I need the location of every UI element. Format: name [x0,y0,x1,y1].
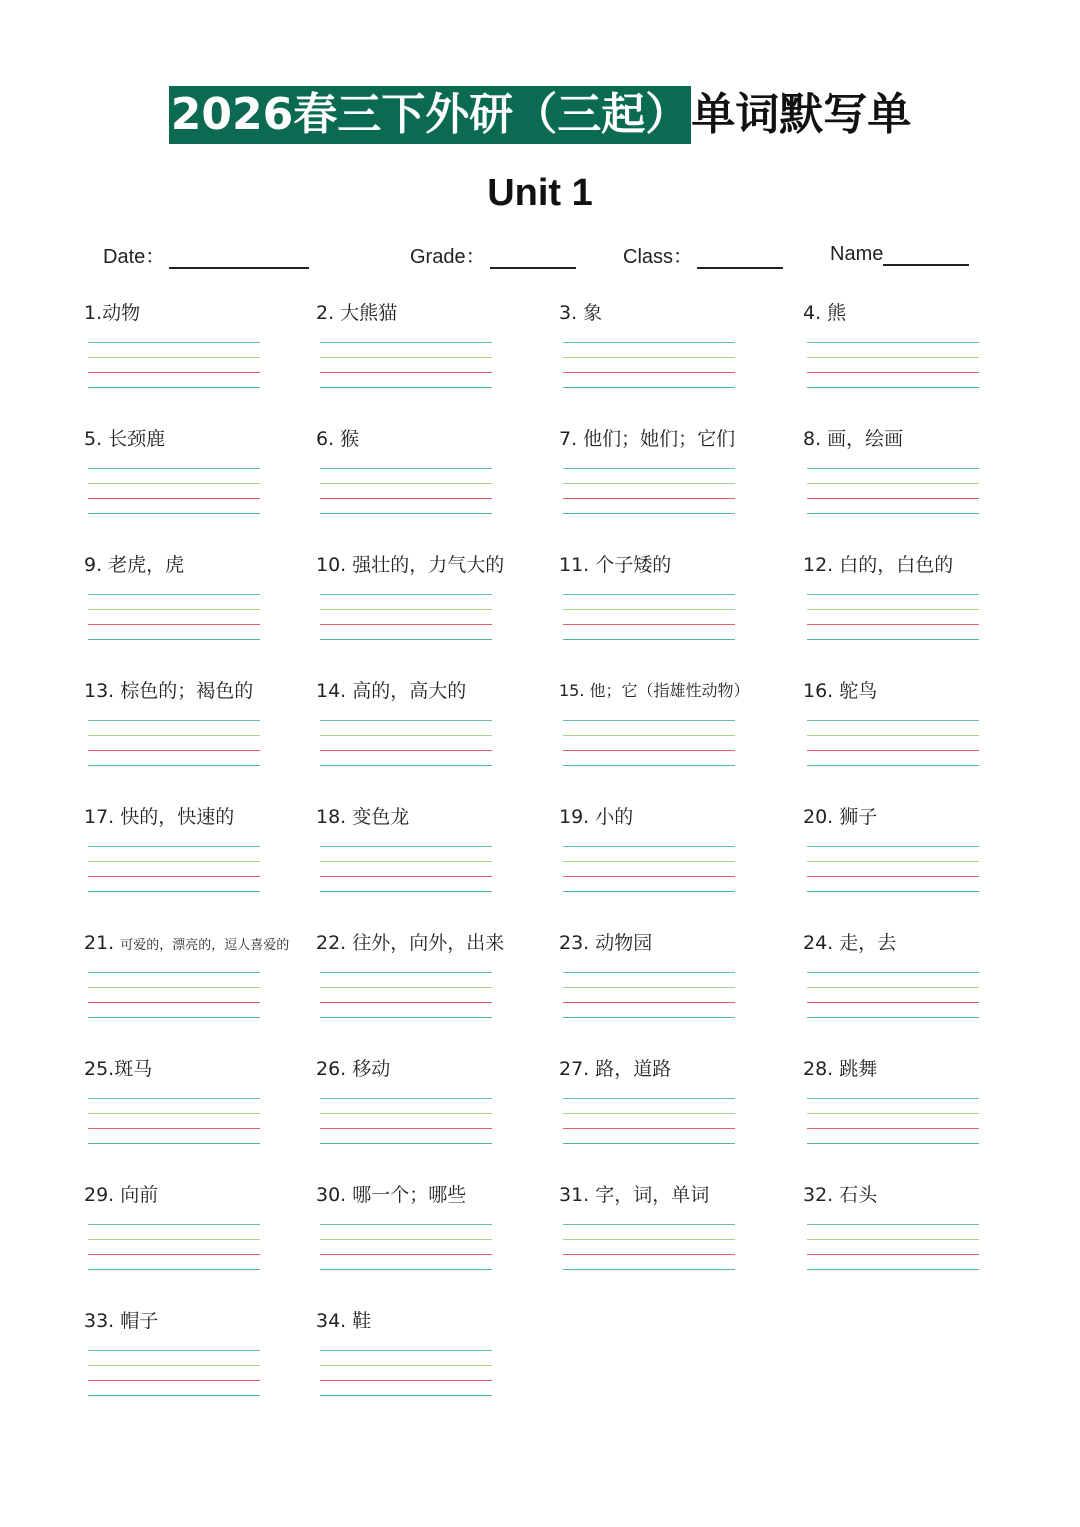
vocab-item [559,422,799,542]
vocab-prompt: 24. 走，去 [803,932,897,954]
writing-line [320,846,492,847]
writing-line [320,1113,492,1114]
writing-line [88,891,260,892]
writing-lines[interactable] [563,720,735,780]
writing-line [88,846,260,847]
writing-line [563,1017,735,1018]
vocab-prompt: 29. 向前 [84,1184,159,1206]
worksheet-title [0,86,1080,144]
writing-line [88,1224,260,1225]
writing-line [320,609,492,610]
writing-line [320,513,492,514]
writing-line [320,735,492,736]
vocab-prompt: 6. 猴 [316,428,360,450]
writing-line [320,1380,492,1381]
writing-lines[interactable] [88,720,260,780]
writing-lines[interactable] [563,468,735,528]
writing-line [88,1239,260,1240]
writing-line [563,609,735,610]
vocab-item [316,548,556,668]
writing-line [88,1017,260,1018]
writing-line [563,1239,735,1240]
vocab-item [316,1052,556,1172]
writing-lines[interactable] [563,972,735,1032]
grade-label: Grade： [410,246,486,268]
vocab-prompt: 1.动物 [84,302,141,324]
vocab-item [316,1304,556,1424]
writing-lines[interactable] [563,846,735,906]
writing-line [563,1002,735,1003]
writing-lines[interactable] [320,1098,492,1158]
writing-lines[interactable] [807,468,979,528]
vocab-prompt: 27. 路，道路 [559,1058,672,1080]
writing-line [563,876,735,877]
writing-lines[interactable] [88,1224,260,1284]
writing-line [320,750,492,751]
writing-line [320,468,492,469]
writing-line [88,1350,260,1351]
writing-line [807,1113,979,1114]
writing-line [807,1269,979,1270]
writing-line [563,735,735,736]
vocab-item [803,422,1043,542]
writing-line [563,594,735,595]
vocab-prompt: 11. 个子矮的 [559,554,672,576]
writing-line [807,483,979,484]
writing-line [320,972,492,973]
vocab-prompt: 28. 跳舞 [803,1058,878,1080]
writing-line [320,1395,492,1396]
writing-line [320,1128,492,1129]
vocab-item [559,296,799,416]
writing-line [563,468,735,469]
writing-line [563,1224,735,1225]
grade-blank[interactable] [490,243,576,269]
writing-line [563,750,735,751]
vocab-prompt: 23. 动物园 [559,932,653,954]
writing-lines[interactable] [88,594,260,654]
writing-line [807,720,979,721]
writing-line [88,498,260,499]
writing-line [563,639,735,640]
writing-line [88,987,260,988]
writing-line [807,609,979,610]
vocab-prompt: 12. 白的，白色的 [803,554,954,576]
writing-line [88,750,260,751]
writing-line [807,1128,979,1129]
writing-lines[interactable] [563,1224,735,1284]
writing-line [88,876,260,877]
writing-line [88,1380,260,1381]
vocab-prompt: 3. 象 [559,302,603,324]
vocab-prompt: 8. 画，绘画 [803,428,904,450]
vocab-item [84,548,324,668]
vocab-prompt: 25.斑马 [84,1058,153,1080]
writing-lines[interactable] [88,468,260,528]
writing-line [88,483,260,484]
date-field [103,240,309,269]
vocab-prompt: 31. 字，词，单词 [559,1184,710,1206]
vocab-item [84,422,324,542]
vocab-item [559,548,799,668]
writing-line [88,765,260,766]
writing-lines[interactable] [807,594,979,654]
vocab-item [316,674,556,794]
writing-line [320,1269,492,1270]
writing-line [320,1224,492,1225]
unit-heading: Unit 1 [487,172,593,214]
vocab-item [559,674,799,794]
writing-line [320,765,492,766]
writing-line [320,861,492,862]
writing-line [320,483,492,484]
writing-line [807,1254,979,1255]
writing-lines[interactable] [320,594,492,654]
writing-line [807,972,979,973]
writing-lines[interactable] [807,1224,979,1284]
vocab-item [316,800,556,920]
vocab-prompt: 4. 熊 [803,302,847,324]
writing-line [563,720,735,721]
writing-line [88,735,260,736]
writing-line [88,1128,260,1129]
vocab-item [559,1052,799,1172]
vocab-prompt: 10. 强壮的，力气大的 [316,554,505,576]
writing-lines[interactable] [563,342,735,402]
vocab-prompt: 9. 老虎，虎 [84,554,185,576]
writing-line [563,891,735,892]
writing-line [807,1143,979,1144]
writing-line [807,876,979,877]
student-info-row [0,240,1080,272]
vocab-item [316,422,556,542]
vocab-prompt: 7. 他们；她们；它们 [559,428,736,450]
writing-line [807,846,979,847]
writing-line [563,483,735,484]
writing-lines[interactable] [320,468,492,528]
vocab-item [84,296,324,416]
vocab-item [316,296,556,416]
writing-line [807,765,979,766]
grade-field [410,240,576,269]
writing-line [807,342,979,343]
vocab-item [803,296,1043,416]
writing-line [320,1350,492,1351]
writing-lines[interactable] [807,972,979,1032]
writing-line [807,891,979,892]
writing-line [807,1098,979,1099]
writing-line [807,861,979,862]
writing-lines[interactable] [320,846,492,906]
vocab-prompt: 26. 移动 [316,1058,391,1080]
date-blank[interactable] [169,243,309,269]
writing-line [320,342,492,343]
vocab-item [803,548,1043,668]
writing-line [320,891,492,892]
writing-line [88,609,260,610]
vocab-item [803,926,1043,1046]
writing-line [807,735,979,736]
writing-line [88,1365,260,1366]
writing-line [807,639,979,640]
writing-line [807,1002,979,1003]
writing-line [563,498,735,499]
writing-line [88,513,260,514]
writing-line [88,1254,260,1255]
writing-line [88,1143,260,1144]
vocab-item [559,926,799,1046]
writing-lines[interactable] [320,1224,492,1284]
writing-line [807,372,979,373]
writing-line [88,342,260,343]
writing-line [807,594,979,595]
name-field [830,240,969,266]
writing-line [563,861,735,862]
writing-line [807,498,979,499]
vocab-prompt: 21. 可爱的，漂亮的，逗人喜爱的 [84,932,290,954]
vocab-prompt: 14. 高的，高大的 [316,680,467,702]
vocab-prompt: 17. 快的，快速的 [84,806,235,828]
writing-lines[interactable] [320,972,492,1032]
writing-lines[interactable] [88,846,260,906]
writing-line [563,342,735,343]
writing-line [88,624,260,625]
title-rest: 单词默写单 [691,89,912,140]
title-highlight: 2026春三下外研（三起） [169,86,691,144]
vocab-item [803,800,1043,920]
vocab-prompt: 33. 帽子 [84,1310,159,1332]
writing-line [563,1143,735,1144]
writing-line [563,387,735,388]
vocab-item [84,1304,324,1424]
vocab-prompt: 19. 小的 [559,806,634,828]
writing-line [563,1269,735,1270]
vocab-prompt: 32. 石头 [803,1184,878,1206]
writing-line [88,1098,260,1099]
writing-line [807,357,979,358]
vocab-prompt: 2. 大熊猫 [316,302,398,324]
writing-lines[interactable] [563,594,735,654]
vocab-item [559,800,799,920]
writing-line [88,1113,260,1114]
writing-line [320,357,492,358]
writing-line [563,1254,735,1255]
writing-lines[interactable] [88,972,260,1032]
writing-line [563,846,735,847]
writing-line [807,513,979,514]
vocab-prompt: 15. 他；它（指雄性动物） [559,681,750,700]
vocab-prompt: 30. 哪一个；哪些 [316,1184,467,1206]
writing-line [563,1128,735,1129]
writing-line [320,987,492,988]
writing-lines[interactable] [88,1098,260,1158]
vocab-prompt: 16. 鸵鸟 [803,680,878,702]
writing-line [320,1143,492,1144]
writing-line [320,1098,492,1099]
vocab-prompt: 20. 狮子 [803,806,878,828]
vocab-item [803,674,1043,794]
date-label: Date： [103,246,166,268]
writing-line [807,1239,979,1240]
vocab-prompt: 13. 棕色的；褐色的 [84,680,254,702]
vocab-prompt: 5. 长颈鹿 [84,428,166,450]
vocab-item [84,674,324,794]
vocab-item [803,1178,1043,1298]
writing-line [88,972,260,973]
writing-line [320,387,492,388]
writing-line [320,372,492,373]
writing-lines[interactable] [807,846,979,906]
writing-line [88,1269,260,1270]
writing-line [88,387,260,388]
vocab-item [84,800,324,920]
vocab-item [84,1178,324,1298]
vocab-prompt: 22. 往外，向外，出来 [316,932,505,954]
writing-line [320,594,492,595]
writing-lines[interactable] [807,1098,979,1158]
writing-line [88,1002,260,1003]
vocab-item [559,1178,799,1298]
vocab-item [84,926,324,1046]
writing-line [88,372,260,373]
class-field [623,240,783,269]
writing-line [88,639,260,640]
writing-line [88,720,260,721]
writing-lines[interactable] [320,1350,492,1410]
name-blank[interactable] [883,240,969,266]
writing-line [320,720,492,721]
writing-line [320,1254,492,1255]
writing-lines[interactable] [807,720,979,780]
writing-line [563,972,735,973]
writing-line [320,876,492,877]
writing-line [807,1017,979,1018]
writing-line [320,498,492,499]
writing-line [807,387,979,388]
writing-line [88,357,260,358]
name-label: Name [830,243,884,265]
writing-line [88,468,260,469]
class-blank[interactable] [697,243,783,269]
vocab-prompt: 34. 鞋 [316,1310,372,1332]
writing-line [88,1395,260,1396]
writing-line [807,1224,979,1225]
writing-lines[interactable] [807,342,979,402]
vocab-item [84,1052,324,1172]
writing-line [563,357,735,358]
vocab-item [803,1052,1043,1172]
vocab-prompt: 18. 变色龙 [316,806,410,828]
writing-line [320,1002,492,1003]
writing-line [807,750,979,751]
writing-line [807,987,979,988]
writing-line [807,468,979,469]
writing-line [88,594,260,595]
writing-line [563,987,735,988]
writing-line [320,639,492,640]
writing-line [563,1113,735,1114]
writing-line [320,1365,492,1366]
writing-line [807,624,979,625]
writing-line [563,624,735,625]
class-label: Class： [623,246,694,268]
writing-lines[interactable] [88,342,260,402]
writing-lines[interactable] [320,720,492,780]
writing-line [563,1098,735,1099]
writing-line [88,861,260,862]
writing-line [563,372,735,373]
vocab-item [316,1178,556,1298]
writing-lines[interactable] [563,1098,735,1158]
writing-lines[interactable] [320,342,492,402]
writing-line [320,1017,492,1018]
writing-line [563,513,735,514]
vocab-item [316,926,556,1046]
writing-line [320,1239,492,1240]
writing-line [563,765,735,766]
writing-line [320,624,492,625]
writing-lines[interactable] [88,1350,260,1410]
